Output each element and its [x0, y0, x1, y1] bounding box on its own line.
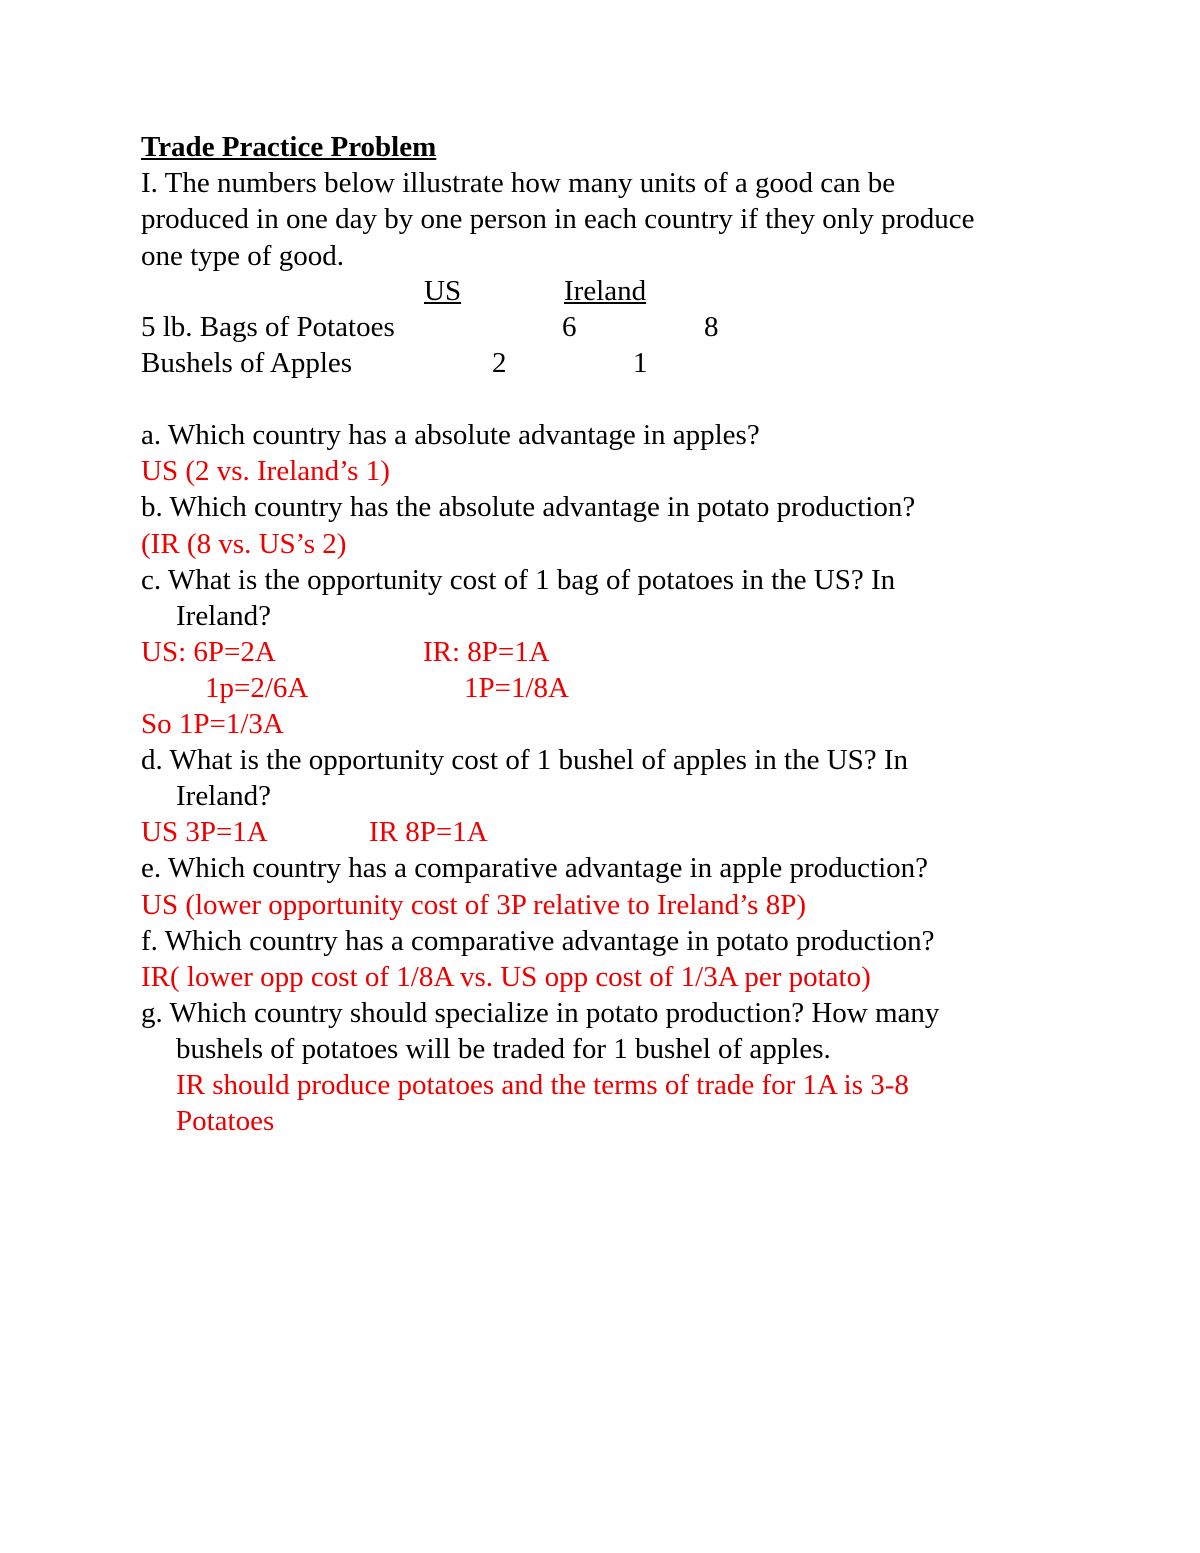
answer-c-ir-2: 1P=1/8A: [464, 672, 569, 704]
answer-a: US (2 vs. Ireland’s 1): [141, 455, 390, 487]
question-e: e. Which country has a comparative advantage in apple production?: [141, 852, 928, 884]
table-header-us: US: [424, 275, 462, 307]
question-f: f. Which country has a comparative advantage in potato production?: [141, 925, 935, 957]
answer-c-us-2: 1p=2/6A: [205, 672, 309, 704]
question-c-line-1: c. What is the opportunity cost of 1 bag of potatoes in the US? In: [141, 564, 896, 596]
question-d-line-1: d. What is the opportunity cost of 1 bushel of apples in the US? In: [141, 744, 909, 776]
answer-f: IR( lower opp cost of 1/8A vs. US opp cost of 1/3A per potato): [141, 961, 871, 993]
table-cell-ireland: 1: [633, 347, 648, 379]
intro-line-3: one type of good.: [141, 240, 344, 272]
answer-g-line-2: Potatoes: [176, 1105, 275, 1137]
answer-b: (IR (8 vs. US’s 2): [141, 528, 347, 560]
page-title: Trade Practice Problem: [141, 131, 437, 163]
table-row-label: Bushels of Apples: [141, 347, 353, 379]
answer-d-us: US 3P=1A: [141, 816, 268, 848]
question-g-line-2: bushels of potatoes will be traded for 1 bushel of apples.: [176, 1033, 831, 1065]
intro-line-2: produced in one day by one person in each country if they only produce: [141, 203, 975, 235]
answer-c-ir-1: IR: 8P=1A: [423, 636, 550, 668]
table-header-ireland: Ireland: [564, 275, 647, 307]
table-cell-us: 6: [562, 311, 577, 343]
answer-c-summary: So 1P=1/3A: [141, 708, 284, 740]
question-g-line-1: g. Which country should specialize in potato production? How many: [141, 997, 940, 1029]
answer-c-us-1: US: 6P=2A: [141, 636, 276, 668]
table-row-label: 5 lb. Bags of Potatoes: [141, 311, 395, 343]
question-c-line-2: Ireland?: [176, 600, 271, 632]
question-b: b. Which country has the absolute advantage in potato production?: [141, 491, 916, 523]
answer-e: US (lower opportunity cost of 3P relative to Ireland’s 8P): [141, 889, 807, 921]
answer-d-ir: IR 8P=1A: [369, 816, 488, 848]
question-a: a. Which country has a absolute advantage in apples?: [141, 419, 760, 451]
table-cell-ireland: 8: [704, 311, 719, 343]
answer-g-line-1: IR should produce potatoes and the terms of trade for 1A is 3-8: [176, 1069, 909, 1101]
table-cell-us: 2: [492, 347, 507, 379]
intro-line-1: I. The numbers below illustrate how many units of a good can be: [141, 167, 896, 199]
question-d-line-2: Ireland?: [176, 780, 271, 812]
